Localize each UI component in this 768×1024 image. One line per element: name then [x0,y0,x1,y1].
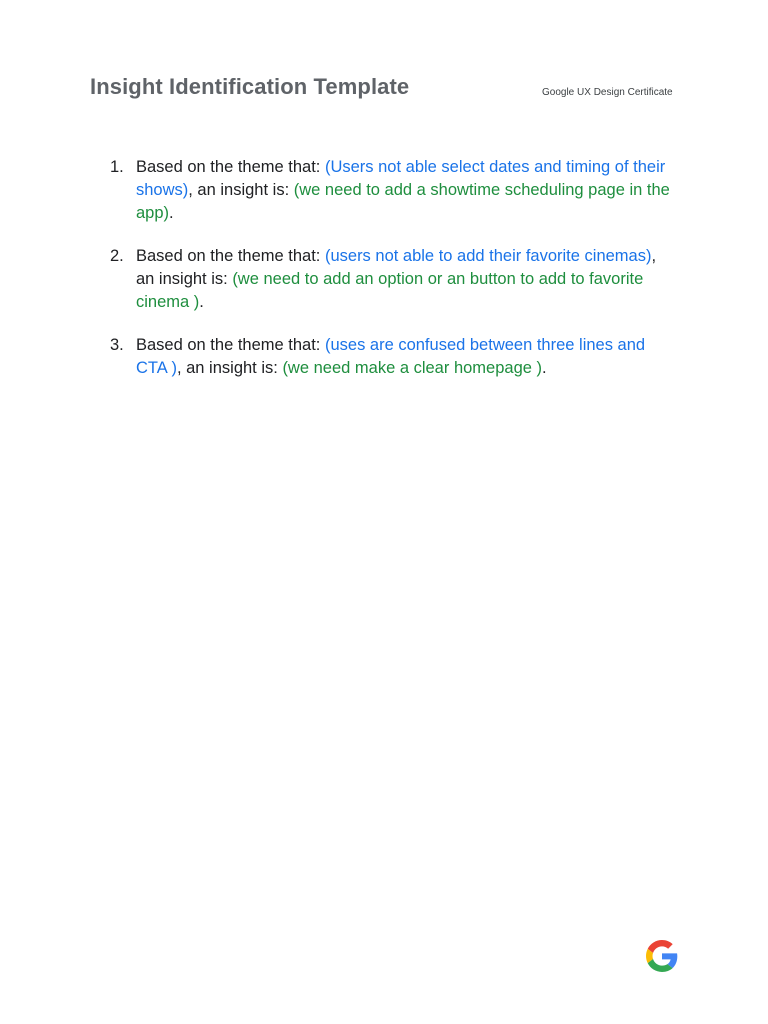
insight-text: (we need make a clear homepage ) [282,359,542,377]
theme-text: (users not able to add their favorite cinemas) [324,247,652,265]
insight-connector: , an insight is: [136,247,657,288]
insight-text: (we need to add a showtime scheduling page in the app) [136,181,670,222]
item-suffix: . [542,359,547,377]
item-suffix: . [199,293,204,311]
page-title: Insight Identification Template [90,74,410,99]
theme-prefix: Based on the theme that: [136,247,325,265]
insight-connector: , an insight is: [188,181,294,199]
item-number: 2. [110,247,124,265]
theme-text: (uses are confused between three lines and CTA ) [136,336,646,377]
insight-list [110,156,670,400]
insight-connector: , an insight is: [176,359,283,377]
insight-item-3 [110,334,670,380]
item-number: 3. [110,336,124,354]
theme-text: (Users not able select dates and timing of their shows) [136,158,666,199]
google-g-logo-icon [646,940,678,972]
insight-text: (we need to add an option or an button to add to favorite cinema ) [136,270,644,311]
item-number: 1. [110,158,124,176]
item-suffix: . [169,204,174,222]
theme-prefix: Based on the theme that: [136,158,325,176]
insight-item-1 [110,156,670,225]
theme-prefix: Based on the theme that: [136,336,325,354]
header-subtitle: Google UX Design Certificate [542,87,673,98]
insight-item-2 [110,245,670,314]
